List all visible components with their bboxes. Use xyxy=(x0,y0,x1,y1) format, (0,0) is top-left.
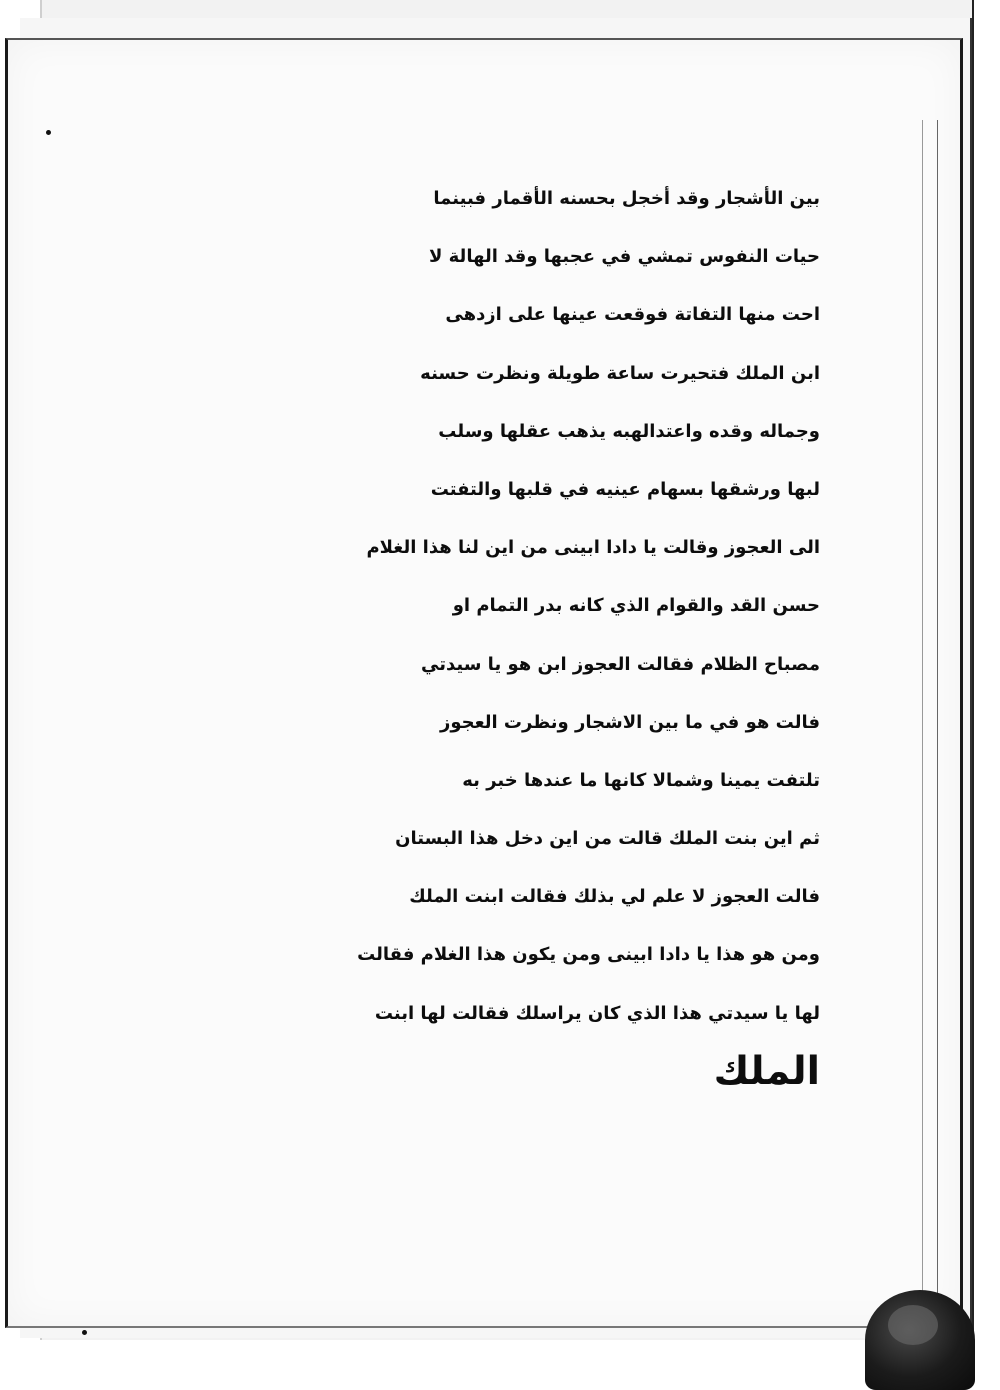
text-line: لها يا سيدتي هذا الذي كان يراسلك فقالت لها ابنت xyxy=(374,1002,820,1024)
text-line: احت منها التفاتة فوقعت عينها على ازدهى xyxy=(445,304,820,326)
ink-dot xyxy=(82,1330,87,1335)
text-line: تلتفت يمينا وشمالا كانها ما عندها خبر به xyxy=(462,769,820,791)
text-line: الى العجوز وقالت يا دادا ابينى من اين لنا هذا الغلام xyxy=(366,537,820,559)
ink-dot xyxy=(46,130,51,135)
text-line: حيات النفوس تمشي في عجبها وقد الهالة لا xyxy=(428,246,820,268)
text-line: فالت العجوز لا علم لي بذلك فقالت ابنت الملك xyxy=(409,886,820,908)
text-line: ابن الملك فتحيرت ساعة طويلة ونظرت حسنه xyxy=(420,362,820,384)
text-line: مصباح الظلام فقالت العجوز ابن هو يا سيدتي xyxy=(421,653,820,675)
text-line: فالت هو في ما بين الاشجار ونظرت العجوز xyxy=(439,711,820,733)
text-line: ثم اين بنت الملك قالت من اين دخل هذا البستان xyxy=(395,828,820,850)
text-line: بين الأشجار وقد أخجل بحسنه الأقمار فبينما xyxy=(433,188,820,209)
text-line: الملك xyxy=(713,1048,820,1094)
manuscript-text xyxy=(60,170,820,1101)
page-edge-lines xyxy=(922,120,938,1380)
text-line: ومن هو هذا يا دادا ابينى ومن يكون هذا الغلام فقالت xyxy=(357,944,820,966)
text-line: وجماله وقده واعتدالهبه يذهب عقلها وسلب xyxy=(438,420,820,442)
thumbnail-highlight xyxy=(888,1305,938,1345)
text-line: حسن القد والقوام الذي كانه بدر التمام او xyxy=(452,595,820,617)
text-line: لبها ورشقها بسهام عينيه في قلبها والتفتت xyxy=(430,478,820,500)
